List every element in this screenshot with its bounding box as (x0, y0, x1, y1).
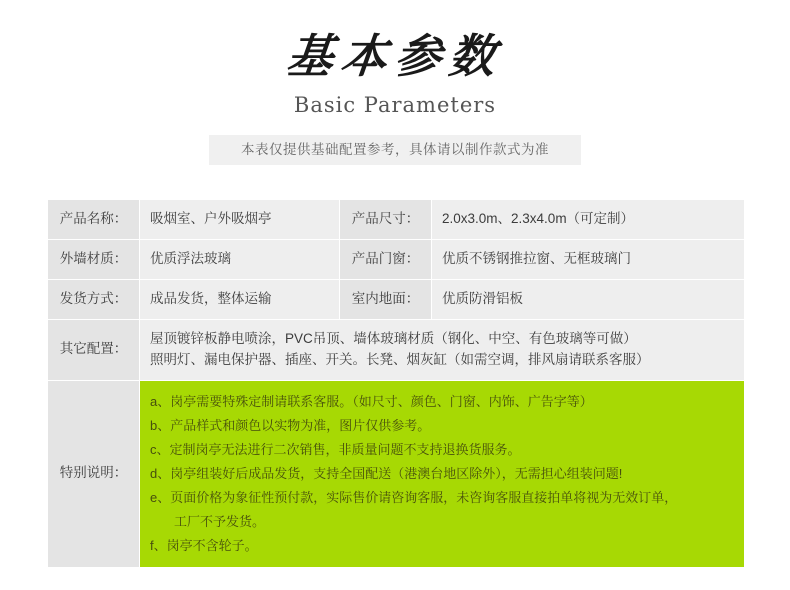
spec-table-container (47, 199, 744, 568)
row-value-other-config (140, 319, 745, 380)
page-title-cn: 基本参数 (284, 29, 506, 83)
row-value-product-name: 吸烟室、户外吸烟亭 (140, 200, 340, 240)
table-row-special-notes (48, 380, 745, 567)
row-value-floor: 优质防滑铝板 (432, 279, 745, 319)
row-value-product-size: 2.0x3.0m、2.3x4.0m（可定制） (432, 200, 745, 240)
table-row (48, 200, 745, 240)
row-label-special-notes: 特别说明： (48, 380, 140, 567)
table-row (48, 279, 745, 319)
row-label-floor: 室内地面： (340, 279, 432, 319)
table-row (48, 239, 745, 279)
page-title-en: Basic Parameters (293, 92, 497, 117)
list-item: d、岗亭组装好后成品发货，支持全国配送（港澳台地区除外），无需担心组装问题! (150, 465, 623, 481)
spec-table (47, 199, 745, 568)
list-item: c、定制岗亭无法进行二次销售，非质量问题不支持退换货服务。 (150, 441, 521, 457)
list-item: b、产品样式和颜色以实物为准，图片仅供参考。 (150, 417, 431, 433)
row-value-special-notes (140, 380, 745, 567)
list-item: 工厂不予发货。 (174, 513, 266, 529)
row-value-doors-windows: 优质不锈钢推拉窗、无框玻璃门 (432, 239, 745, 279)
subtitle-banner: 本表仅提供基础配置参考，具体请以制作款式为准 (209, 135, 581, 165)
list-item: a、岗亭需要特殊定制请联系客服。（如尺寸、颜色、门窗、内饰、广告字等） (150, 393, 593, 409)
row-value-shipping: 成品发货，整体运输 (140, 279, 340, 319)
list-item: e、页面价格为象征性预付款，实际售价请咨询客服，未咨询客服直接拍单将视为无效订单， (150, 489, 678, 505)
list-item: f、岗亭不含轮子。 (150, 537, 258, 553)
special-notes-list (150, 390, 734, 558)
row-value-wall-material: 优质浮法玻璃 (140, 239, 340, 279)
page-header (0, 0, 790, 165)
row-label-product-size: 产品尺寸： (340, 200, 432, 240)
row-label-other-config: 其它配置： (48, 319, 140, 380)
row-label-doors-windows: 产品门窗： (340, 239, 432, 279)
row-label-shipping: 发货方式： (48, 279, 140, 319)
table-row-other-config (48, 319, 745, 380)
row-label-product-name: 产品名称： (48, 200, 140, 240)
other-config-line-2: 照明灯、漏电保护器、插座、开关。长凳、烟灰缸（如需空调，排风扇请联系客服） (150, 351, 650, 367)
other-config-line-1: 屋顶镀锌板静电喷涂，PVC吊顶、墙体玻璃材质（钢化、中空、有色玻璃等可做） (150, 330, 637, 346)
row-label-wall-material: 外墙材质： (48, 239, 140, 279)
